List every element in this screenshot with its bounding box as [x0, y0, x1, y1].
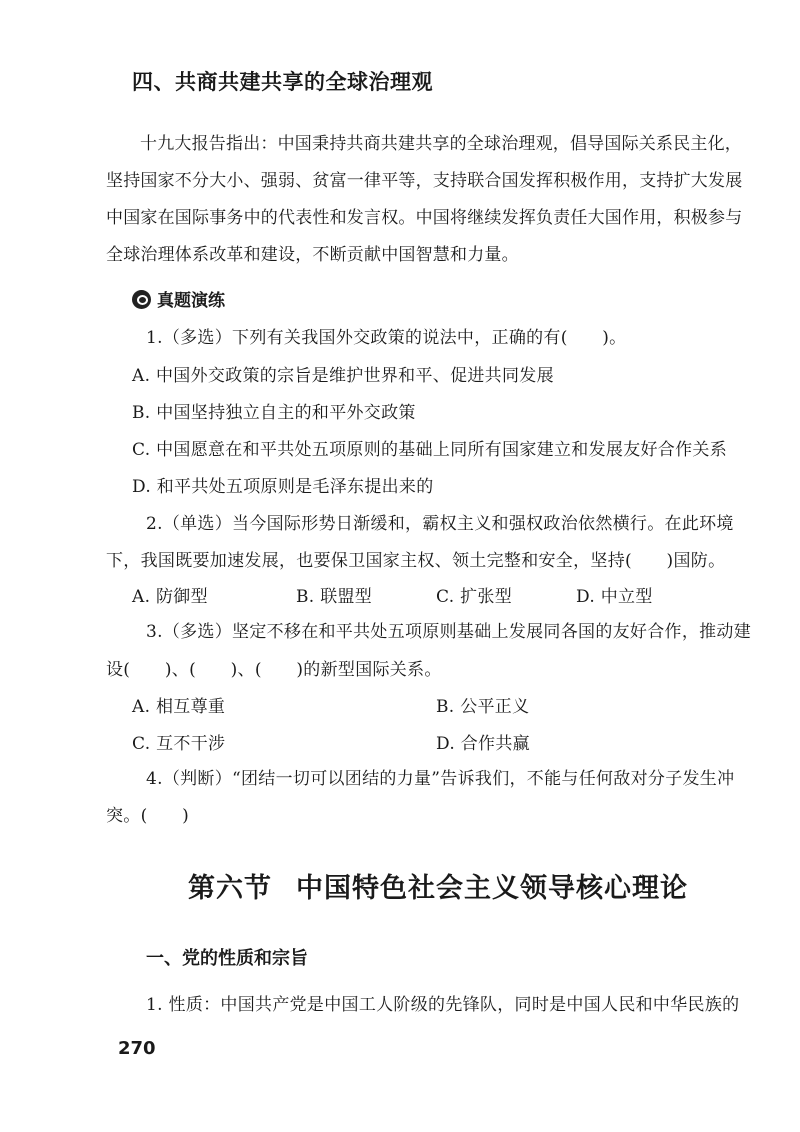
- question-3-option-d: D. 合作共赢: [436, 734, 530, 754]
- question-4-stem-line1: 4.（判断）“团结一切可以团结的力量”告诉我们，不能与任何敌对分子发生冲: [146, 769, 735, 789]
- question-1-option-a: A. 中国外交政策的宗旨是维护世界和平、促进共同发展: [132, 366, 554, 386]
- chapter-title: 中国特色社会主义领导核心理论: [296, 873, 688, 904]
- question-1-option-d: D. 和平共处五项原则是毛泽东提出来的: [132, 477, 434, 497]
- question-3-option-b: B. 公平正义: [436, 697, 530, 717]
- question-1-option-c: C. 中国愿意在和平共处五项原则的基础上同所有国家建立和发展友好合作关系: [132, 440, 728, 460]
- question-1-option-b: B. 中国坚持独立自主的和平外交政策: [132, 403, 416, 423]
- question-2-option-b: B. 联盟型: [296, 587, 373, 607]
- question-2-option-d: D. 中立型: [576, 587, 653, 607]
- question-4-stem-line2: 突。( ): [106, 806, 190, 826]
- chapter-label: 第六节: [188, 873, 272, 904]
- subsection-heading: 一、党的性质和宗旨: [146, 948, 308, 969]
- target-badge-icon: [132, 290, 151, 309]
- question-2-stem-line1: 2.（单选）当今国际形势日渐缓和，霸权主义和强权政治依然横行。在此环境: [146, 514, 734, 534]
- section-heading: 四、共商共建共享的全球治理观: [132, 70, 433, 94]
- question-1-stem: 1.（多选）下列有关我国外交政策的说法中，正确的有( )。: [146, 328, 627, 348]
- question-3-stem-line1: 3.（多选）坚定不移在和平共处五项原则基础上发展同各国的友好合作，推动建: [146, 622, 752, 642]
- exercise-heading-text: 真题演练: [157, 291, 225, 311]
- question-3-stem-line2: 设( )、( )、( )的新型国际关系。: [106, 660, 442, 680]
- question-2-option-c: C. 扩张型: [436, 587, 513, 607]
- exercise-heading: [132, 286, 225, 311]
- intro-paragraph: 十九大报告指出：中国秉持共商共建共享的全球治理观，倡导国际关系民主化，坚持国家不分大小、强弱、贫富一律平等，支持联合国发挥积极作用，支持扩大发展中国家在国际事务中的代表性和发言权。中国将继续发挥负责任大国作用，积极参与全球治理体系改革和建设，不断贡献中国智慧和力量。: [106, 134, 743, 265]
- question-3-option-a: A. 相互尊重: [132, 697, 226, 717]
- question-2-option-a: A. 防御型: [132, 587, 208, 607]
- question-2-stem-line2: 下，我国既要加速发展，也要保卫国家主权、领土完整和安全，坚持( )国防。: [106, 551, 726, 571]
- page-number: 270: [118, 1038, 156, 1059]
- question-3-option-c: C. 互不干涉: [132, 734, 226, 754]
- nature-line: 1. 性质：中国共产党是中国工人阶级的先锋队，同时是中国人民和中华民族的: [146, 995, 740, 1015]
